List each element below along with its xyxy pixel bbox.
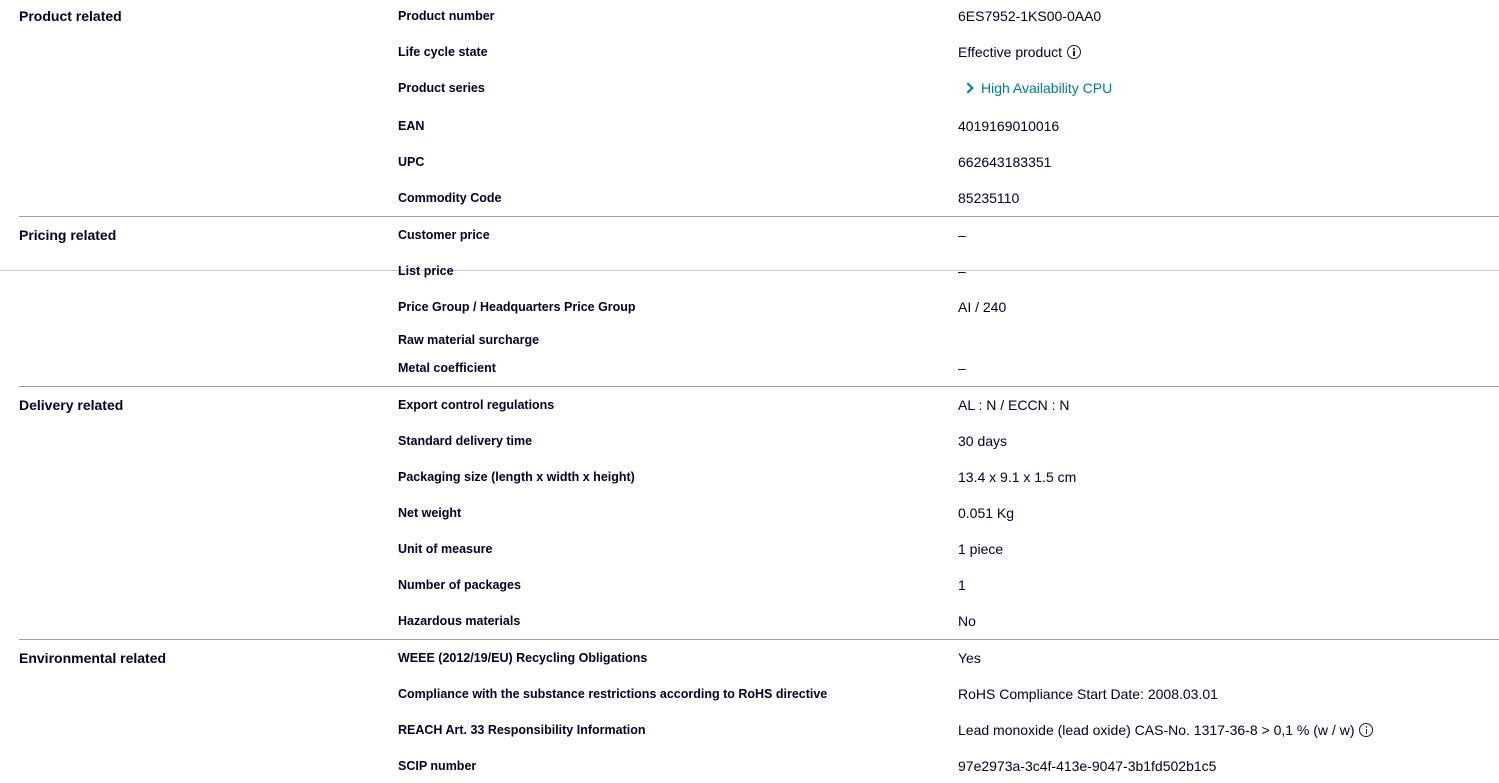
row-value: 0.051 Kg <box>958 505 1015 521</box>
row-value: 1 piece <box>958 541 1004 557</box>
row-value: 85235110 <box>958 190 1020 206</box>
row-value: – <box>958 360 966 376</box>
table-row <box>0 431 1499 451</box>
row-label: Customer price <box>398 228 490 242</box>
row-label: REACH Art. 33 Responsibility Information <box>398 723 646 737</box>
row-value: – <box>958 263 966 279</box>
table-row <box>0 261 1499 281</box>
row-label: UPC <box>398 155 425 169</box>
row-value <box>958 720 1373 740</box>
table-row <box>0 648 1499 668</box>
row-label: Raw material surcharge <box>398 333 540 347</box>
row-label: Product number <box>398 9 495 23</box>
table-row <box>0 503 1499 523</box>
table-row <box>0 225 1499 245</box>
table-row <box>0 720 1499 740</box>
section-title-pricing-related: Pricing related <box>19 227 117 243</box>
table-row <box>0 188 1499 208</box>
row-value: – <box>958 227 966 243</box>
section-divider <box>19 216 1499 217</box>
product-series-link-text: High Availability CPU <box>981 80 1113 96</box>
row-label: Commodity Code <box>398 191 502 205</box>
row-value: 6ES7952-1KS00-0AA0 <box>958 8 1102 24</box>
row-label: Product series <box>398 81 485 95</box>
row-label: Standard delivery time <box>398 434 533 448</box>
row-value: AI / 240 <box>958 299 1007 315</box>
row-value: RoHS Compliance Start Date: 2008.03.01 <box>958 686 1218 702</box>
row-value: 13.4 x 9.1 x 1.5 cm <box>958 469 1077 485</box>
row-value: AL : N / ECCN : N <box>958 397 1070 413</box>
row-label: Number of packages <box>398 578 521 592</box>
section-divider <box>19 639 1499 640</box>
row-value: Yes <box>958 650 981 666</box>
table-row <box>0 330 1499 350</box>
row-label: WEEE (2012/19/EU) Recycling Obligations <box>398 651 648 665</box>
row-label: Life cycle state <box>398 45 488 59</box>
table-row <box>0 539 1499 559</box>
lifecycle-state-text: Effective product <box>958 44 1063 60</box>
row-label: Metal coefficient <box>398 361 496 375</box>
row-label: Hazardous materials <box>398 614 521 628</box>
row-value: 4019169010016 <box>958 118 1060 134</box>
row-label: Export control regulations <box>398 398 555 412</box>
info-icon[interactable] <box>1359 723 1373 737</box>
row-label: Compliance with the substance restrictions according to RoHS directive <box>398 687 828 701</box>
section-title-environmental-related: Environmental related <box>19 650 167 666</box>
table-row <box>0 756 1499 776</box>
row-value: 1 <box>958 577 966 593</box>
row-label: List price <box>398 264 454 278</box>
table-row <box>0 116 1499 136</box>
row-value <box>958 42 1081 62</box>
table-row <box>0 42 1499 62</box>
table-row <box>0 467 1499 487</box>
reach-info-text: Lead monoxide (lead oxide) CAS-No. 1317-36-8 > 0,1 % (w / w) <box>958 722 1355 738</box>
section-title-product-related: Product related <box>19 8 122 24</box>
row-value: 30 days <box>958 433 1008 449</box>
table-row <box>0 78 1499 98</box>
table-row <box>0 152 1499 172</box>
row-value: 97e2973a-3c4f-413e-9047-3b1fd502b1c5 <box>958 758 1217 774</box>
section-divider <box>19 386 1499 387</box>
row-label: Unit of measure <box>398 542 493 556</box>
product-series-link[interactable] <box>958 78 1112 98</box>
row-label: Packaging size (length x width x height) <box>398 470 635 484</box>
table-row <box>0 684 1499 704</box>
row-value: 662643183351 <box>958 154 1052 170</box>
table-row <box>0 611 1499 631</box>
table-row <box>0 358 1499 378</box>
row-value: No <box>958 613 976 629</box>
row-label: SCIP number <box>398 759 477 773</box>
table-row <box>0 395 1499 415</box>
info-icon[interactable] <box>1067 45 1081 59</box>
row-label: EAN <box>398 119 425 133</box>
row-label: Net weight <box>398 506 462 520</box>
table-row <box>0 297 1499 317</box>
table-row <box>0 575 1499 595</box>
chevron-right-icon <box>962 82 973 93</box>
row-label: Price Group / Headquarters Price Group <box>398 300 636 314</box>
section-title-delivery-related: Delivery related <box>19 397 124 413</box>
table-row <box>0 6 1499 26</box>
